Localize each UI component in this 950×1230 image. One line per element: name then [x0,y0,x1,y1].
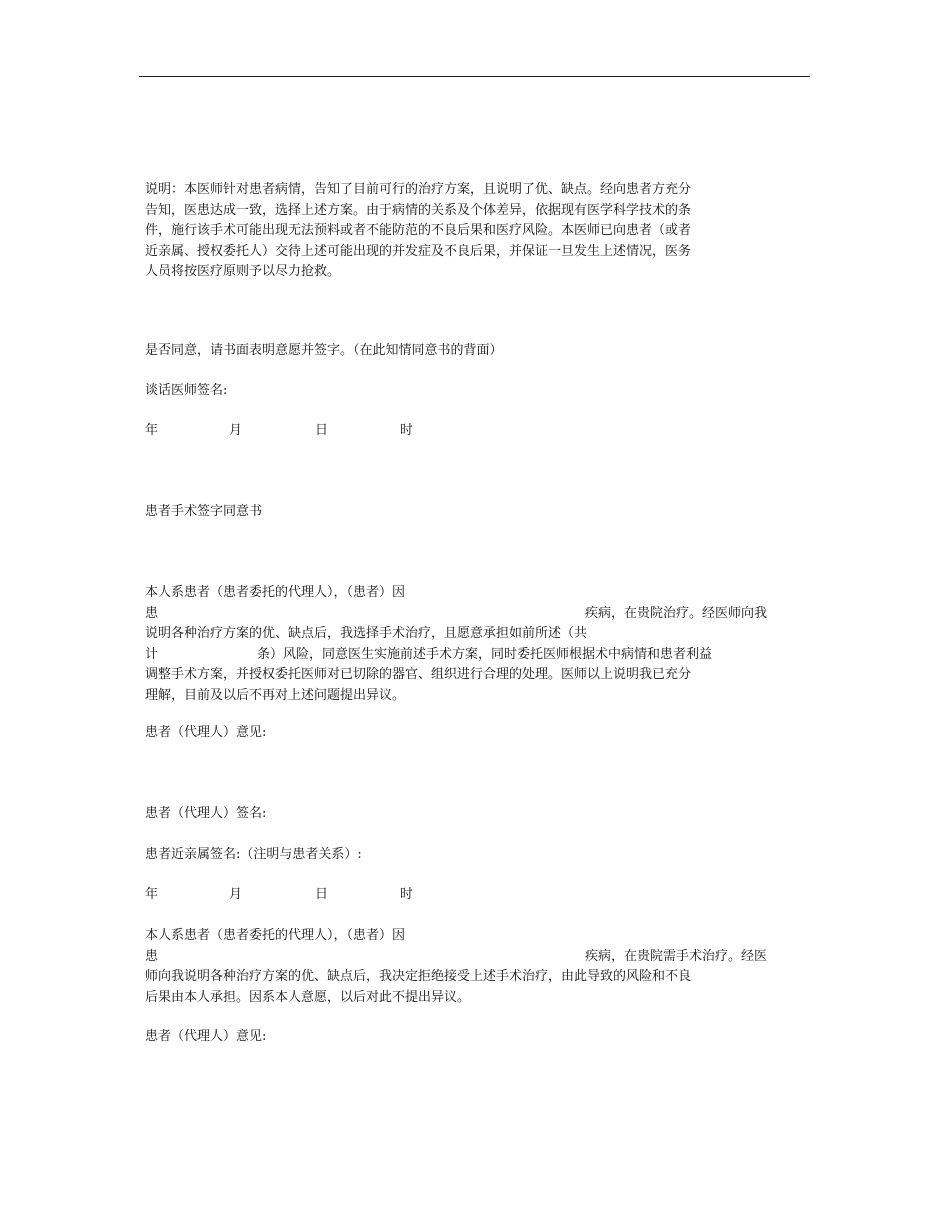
consent-title: 患者手术签字同意书 [145,504,263,519]
agree-line-1: 本人系患者（患者委托的代理人），（患者）因 [145,585,406,600]
relative-signature-label: 患者近亲属签名:（注明与患者关系）: [145,847,362,862]
date-month-label: 月 [229,887,243,902]
explanation-line-5: 人员将按医疗原则予以尽力抢救。 [145,264,341,279]
agree-line-2 [145,604,785,625]
agree-line-4 [145,645,785,666]
agree-line-5: 调整手术方案，并授权委托医师对已切除的器官、组织进行合理的处理。医师以上说明我已充分 [145,667,692,682]
explanation-line-2: 告知，医患达成一致，选择上述方案。由于病情的关系及个体差异，依据现有医学科学技术的条 [145,202,692,218]
agree-line-4-right: 条）风险，同意医生实施前述手术方案，同时委托医师根据术中病情和患者利益 [257,646,713,662]
patient-signature-label: 患者（代理人）签名: [145,806,267,821]
refuse-paragraph [145,926,785,1008]
patient-opinion-label-2: 患者（代理人）意见: [145,1029,267,1044]
refuse-line-3: 师向我说明各种治疗方案的优、缺点后，我决定拒绝接受上述手术治疗，由此导致的风险和不良 [145,969,692,984]
date-day-label: 日 [315,887,329,902]
date-year-label: 年 [145,423,159,438]
explanation-paragraph [145,180,691,283]
date-month-label: 月 [229,423,243,438]
explanation-line-4: 近亲属、授权委托人）交待上述可能出现的并发症及不良后果，并保证一旦发生上述情况，医务 [145,243,692,259]
agree-line-3: 说明各种治疗方案的优、缺点后，我选择手术治疗，且愿意承担如前所述（共 [145,626,588,641]
header-rule [139,76,810,77]
patient-opinion-label: 患者（代理人）意见: [145,725,267,740]
consent-question: 是否同意，请书面表明意愿并签字。（在此知情同意书的背面） [145,343,503,358]
agree-line-4-left: 计 [145,646,159,662]
date-day-label: 日 [315,423,329,438]
refuse-line-2-left: 患 [145,948,159,964]
refuse-line-2 [145,947,785,968]
refuse-line-1: 本人系患者（患者委托的代理人），（患者）因 [145,928,406,943]
refuse-line-2-right: 疾病，在贵院需手术治疗。经医 [585,948,768,964]
agree-line-2-right: 疾病，在贵院治疗。经医师向我 [585,605,768,621]
agree-line-2-left: 患 [145,605,159,621]
explanation-line-3: 件，施行该手术可能出现无法预料或者不能防范的不良后果和医疗风险。本医师已向患者（或者 [145,223,692,238]
agree-paragraph [145,583,785,706]
refuse-line-4: 后果由本人承担。因系本人意愿，以后对此不提出异议。 [145,989,471,1005]
date-hour-label: 时 [400,423,414,438]
date-hour-label: 时 [400,887,414,902]
doctor-signature-label: 谈话医师签名: [145,383,228,398]
explanation-line-1: 说明：本医师针对患者病情，告知了目前可行的治疗方案，且说明了优、缺点。经向患者方充分 [145,182,692,197]
date-year-label: 年 [145,887,159,902]
agree-line-6: 理解，目前及以后不再对上述问题提出异议。 [145,687,406,703]
